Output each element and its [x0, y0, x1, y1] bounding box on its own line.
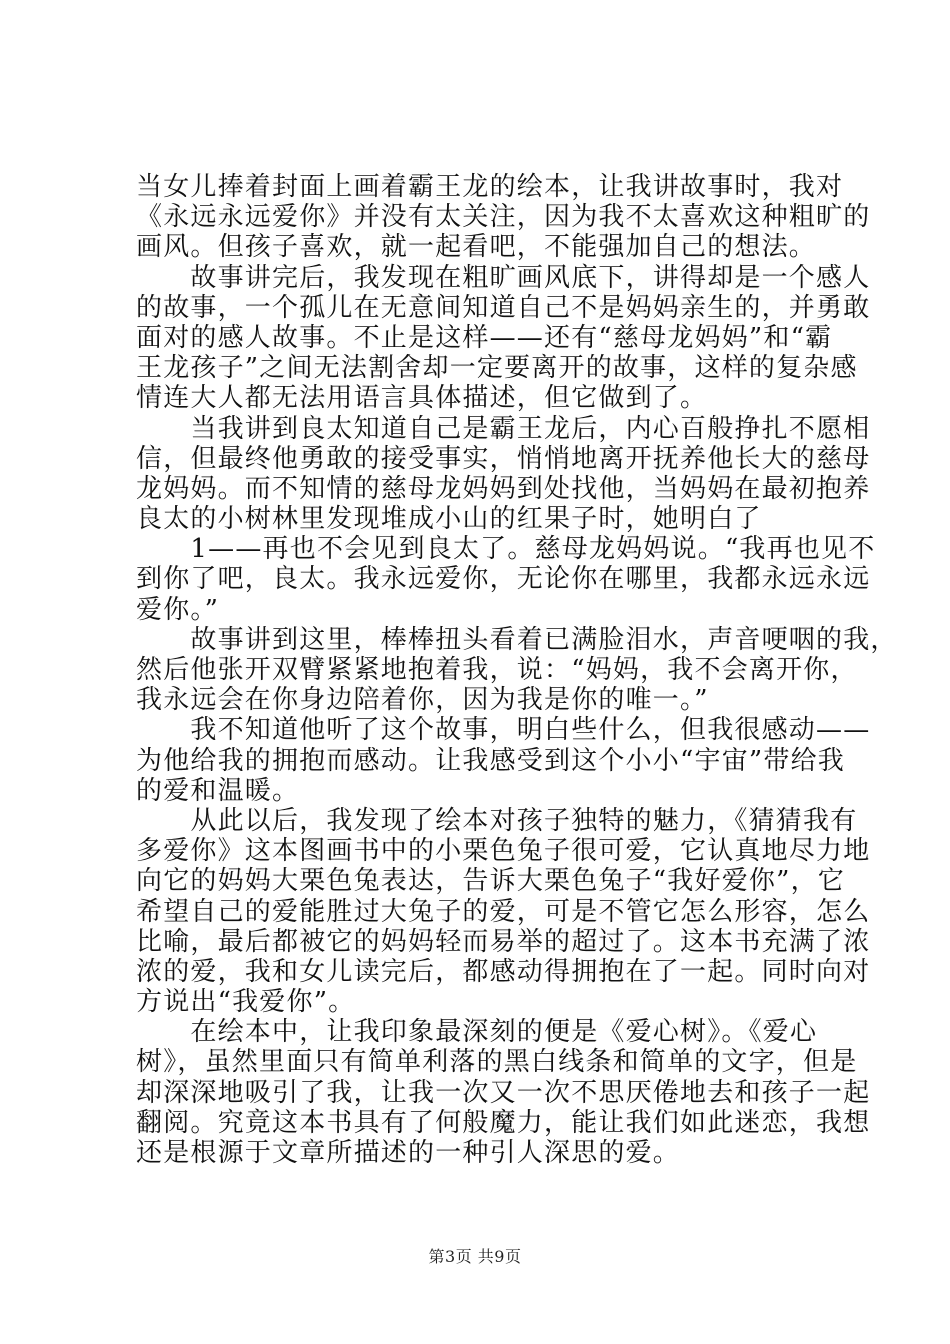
text-line: 爱你。”: [136, 594, 220, 625]
text-line: 浓的爱，我和女儿读完后，都感动得拥抱在了一起。同时向对: [136, 956, 871, 987]
page-number-footer: 第3页 共9页: [428, 1247, 522, 1266]
text-line: 情连大人都无法用语言具体描述，但它做到了。: [136, 383, 708, 414]
text-line: 还是根源于文章所描述的一种引人深思的爱。: [136, 1138, 681, 1168]
text-line: 信，但最终他勇敢的接受事实，悄悄地离开抚养他长大的慈母: [136, 443, 871, 474]
text-line: 面对的感人故事。不止是这样——还有“慈母龙妈妈”和“霸: [136, 322, 833, 353]
text-line: 《永远永远爱你》并没有太关注，因为我不太喜欢这种粗旷的: [136, 202, 871, 233]
text-line: 故事讲完后，我发现在粗旷画风底下，讲得却是一个感人: [136, 262, 871, 293]
text-line: 希望自己的爱能胜过大兔子的爱，可是不管它怎么形容，怎么: [136, 896, 871, 927]
text-line: 龙妈妈。而不知情的慈母龙妈妈到处找他，当妈妈在最初抱养: [136, 473, 871, 504]
text-line: 却深深地吸引了我，让我一次又一次不思厌倦地去和孩子一起: [136, 1077, 871, 1108]
text-line: 1——再也不会见到良太了。慈母龙妈妈说。“我再也见不: [136, 534, 876, 565]
text-line: 从此以后，我发现了绘本对孩子独特的魅力，《猜猜我有: [136, 805, 858, 836]
text-line: 向它的妈妈大栗色兔表达，告诉大栗色兔子“我好爱你”，它: [136, 866, 845, 897]
text-line: 我永远会在你身边陪着你，因为我是你的唯一。”: [136, 685, 709, 716]
text-line: 我不知道他听了这个故事，明白些什么，但我很感动——: [136, 715, 871, 746]
text-line: 画风。但孩子喜欢，就一起看吧，不能强加自己的想法。: [136, 232, 817, 263]
text-line: 故事讲到这里，棒棒扭头看着已满脸泪水，声音哽咽的我，: [136, 624, 898, 655]
text-line: 比喻，最后都被它的妈妈轻而易举的超过了。这本书充满了浓: [136, 926, 871, 957]
text-line: 王龙孩子”之间无法割舍却一定要离开的故事，这样的复杂感: [136, 353, 858, 384]
text-line: 然后他张开双臂紧紧地抱着我，说：“妈妈，我不会离开你，: [136, 655, 858, 685]
text-line: 当女儿捧着封面上画着霸王龙的绘本，让我讲故事时，我对: [136, 172, 844, 202]
text-line: 到你了吧，良太。我永远爱你，无论你在哪里，我都永远永远: [136, 564, 871, 595]
text-line: 方说出“我爱你”。: [136, 987, 356, 1018]
text-line: 的爱和温暖。: [136, 775, 300, 806]
text-line: 的故事，一个孤儿在无意间知道自己不是妈妈亲生的，并勇敢: [136, 292, 871, 323]
text-line: 多爱你》这本图画书中的小栗色兔子很可爱，它认真地尽力地: [136, 836, 871, 867]
text-line: 翻阅。究竟这本书具有了何般魔力，能让我们如此迷恋，我想: [136, 1107, 871, 1138]
text-line: 良太的小树林里发现堆成小山的红果子时，她明白了: [136, 504, 762, 535]
body-text: [136, 172, 898, 1168]
text-line: 树》，虽然里面只有简单利落的黑白线条和简单的文字，但是: [136, 1047, 858, 1078]
text-line: 当我讲到良太知道自己是霸王龙后，内心百般挣扎不愿相: [136, 413, 871, 444]
text-line: 在绘本中，让我印象最深刻的便是《爱心树》。《爱心: [136, 1017, 818, 1048]
text-line: 为他给我的拥抱而感动。让我感受到这个小小“宇宙”带给我: [136, 745, 845, 776]
